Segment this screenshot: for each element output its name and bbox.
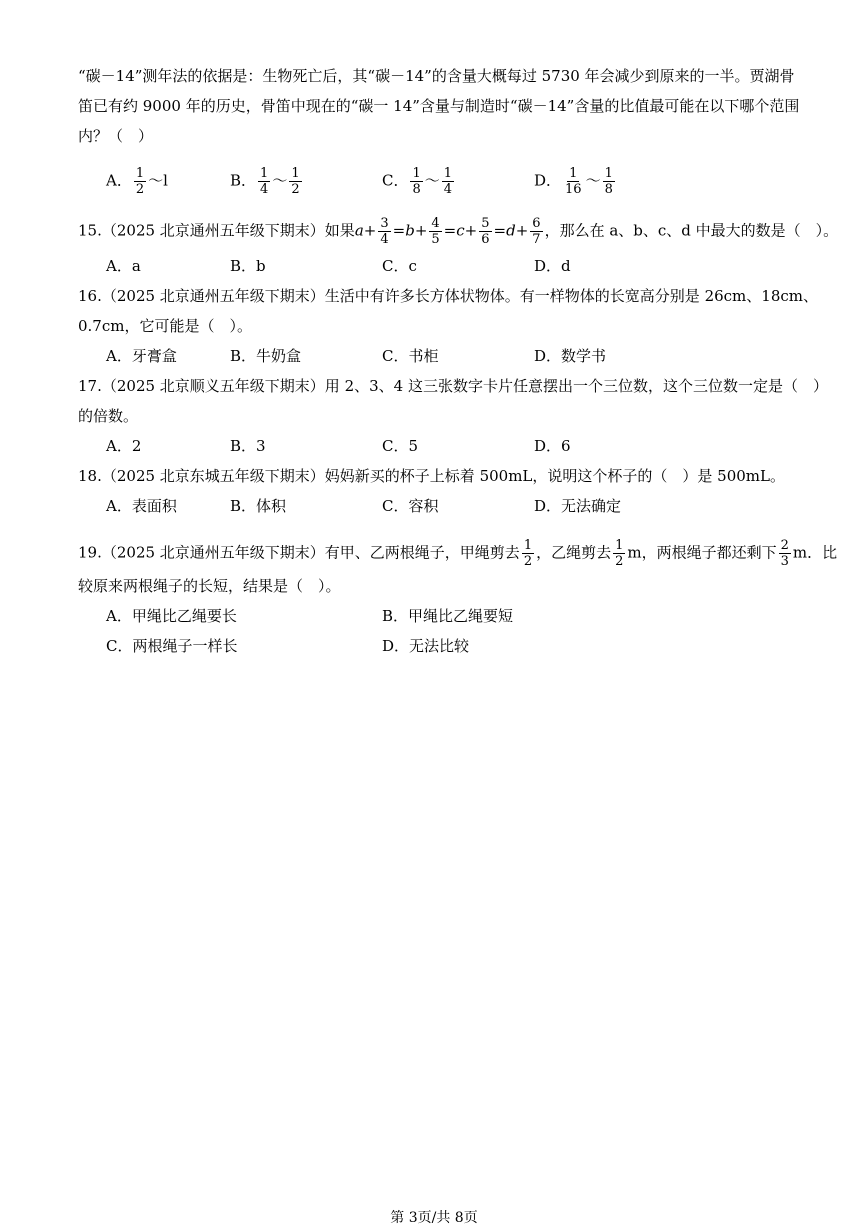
q18-option-c[interactable]: C．容积 — [382, 497, 439, 515]
fraction: $\frac{1}{4}$ — [260, 166, 269, 197]
q18-option-b[interactable]: B．体积 — [230, 497, 287, 515]
q18-option-a[interactable]: A．表面积 — [106, 497, 177, 515]
q16-option-d[interactable]: D．数学书 — [534, 347, 607, 365]
fraction: $\frac{1}{2}$ — [291, 166, 300, 197]
fraction: $\frac{1}{8}$ — [604, 166, 613, 197]
page-number-footer: 第 3页/共 8页 — [390, 1210, 478, 1226]
q16-option-a[interactable]: A．牙膏盒 — [106, 347, 177, 365]
q16-option-b[interactable]: B．牛奶盒 — [230, 347, 302, 365]
q17-option-c[interactable]: C．5 — [382, 437, 419, 455]
q16-text-line1: 16.（2025 北京通州五年级下期末）生活中有许多长方体状物体。有一样物体的长宽高分别是 26cm、18cm、 — [78, 287, 818, 305]
q15-option-c[interactable]: C．c — [382, 257, 417, 275]
q14-text-line3: 内？（ ） — [78, 127, 154, 145]
q14-option-a[interactable]: A． $\frac{1}{2}$ ～l — [106, 166, 168, 197]
q18-text: 18.（2025 北京东城五年级下期末）妈妈新买的杯子上标着 500mL，说明这个杯子的（ ）是 500mL。 — [78, 467, 785, 485]
fraction: $\frac{1}{16}$ — [565, 166, 582, 197]
q15-option-b[interactable]: B．b — [230, 257, 266, 275]
q17-text-line2: 的倍数。 — [78, 407, 139, 425]
q15-option-a[interactable]: A．a — [106, 257, 141, 275]
fraction: $\frac{1}{2}$ — [135, 166, 145, 197]
fraction: $\frac{6}{7}$ — [532, 216, 541, 247]
q19-text-line1: 19.（2025 北京通州五年级下期末）有甲、乙两根绳子，甲绳剪去 $\frac{1}{2}$ ，乙绳剪去 $\frac{1}{2}$ m，两根绳子都还剩下 $\frac{2}{3}$ m．比 — [78, 538, 838, 569]
q17-text-line1: 17.（2025 北京顺义五年级下期末）用 2、3、4 这三张数字卡片任意摆出一个三位数，这个三位数一定是（ ） — [78, 377, 828, 395]
fraction: $\frac{2}{3}$ — [780, 538, 789, 569]
fraction: $\frac{1}{2}$ — [523, 538, 533, 569]
fraction: $\frac{5}{6}$ — [481, 216, 490, 247]
q19-option-c[interactable]: C．两根绳子一样长 — [106, 637, 238, 655]
q14-option-d[interactable]: D． $\frac{1}{16}$ ～ $\frac{1}{8}$ — [534, 166, 613, 197]
q17-option-b[interactable]: B．3 — [230, 437, 266, 455]
fraction: $\frac{4}{5}$ — [431, 216, 440, 247]
q16-text-line2: 0.7cm，它可能是（ ）。 — [78, 317, 252, 335]
q14-text-line1: “碳－14”测年法的依据是：生物死亡后，其“碳－14”的含量大概每过 5730 年会减少到原来的一半。贾湖骨 — [78, 67, 795, 85]
q17-option-d[interactable]: D．6 — [534, 437, 571, 455]
q15-option-d[interactable]: D．d — [534, 257, 571, 275]
q16-option-c[interactable]: C．书柜 — [382, 347, 439, 365]
fraction: $\frac{1}{2}$ — [615, 538, 624, 569]
q17-option-a[interactable]: A．2 — [106, 437, 142, 455]
q19-option-b[interactable]: B．甲绳比乙绳要短 — [382, 607, 514, 625]
q14-text-line2: 笛已有约 9000 年的历史，骨笛中现在的“碳一 14”含量与制造时“碳－14”含量的比值最可能在以下哪个范围 — [78, 97, 800, 115]
q19-text-line2: 较原来两根绳子的长短，结果是（ ）。 — [78, 577, 341, 595]
q18-option-d[interactable]: D．无法确定 — [534, 497, 622, 515]
q19-option-a[interactable]: A．甲绳比乙绳要长 — [106, 607, 237, 625]
q14-option-c[interactable]: C． $\frac{1}{8}$ ～ $\frac{1}{4}$ — [382, 166, 453, 197]
q14-option-b[interactable]: B． $\frac{1}{4}$ ～ $\frac{1}{2}$ — [230, 166, 300, 197]
q19-option-d[interactable]: D．无法比较 — [382, 637, 470, 655]
fraction: $\frac{3}{4}$ — [380, 216, 389, 247]
q15-text: 15.（2025 北京通州五年级下期末）如果a+ $\frac{3}{4}$ =b+ $\frac{4}{5}$ =c+ $\frac{5}{6}$ =d+ $\frac{6}{7}$ ，那么在 a、b、c、d 中最大的数是（ ）。 — [78, 216, 839, 247]
fraction: $\frac{1}{8}$ — [412, 166, 421, 197]
fraction: $\frac{1}{4}$ — [443, 166, 453, 197]
